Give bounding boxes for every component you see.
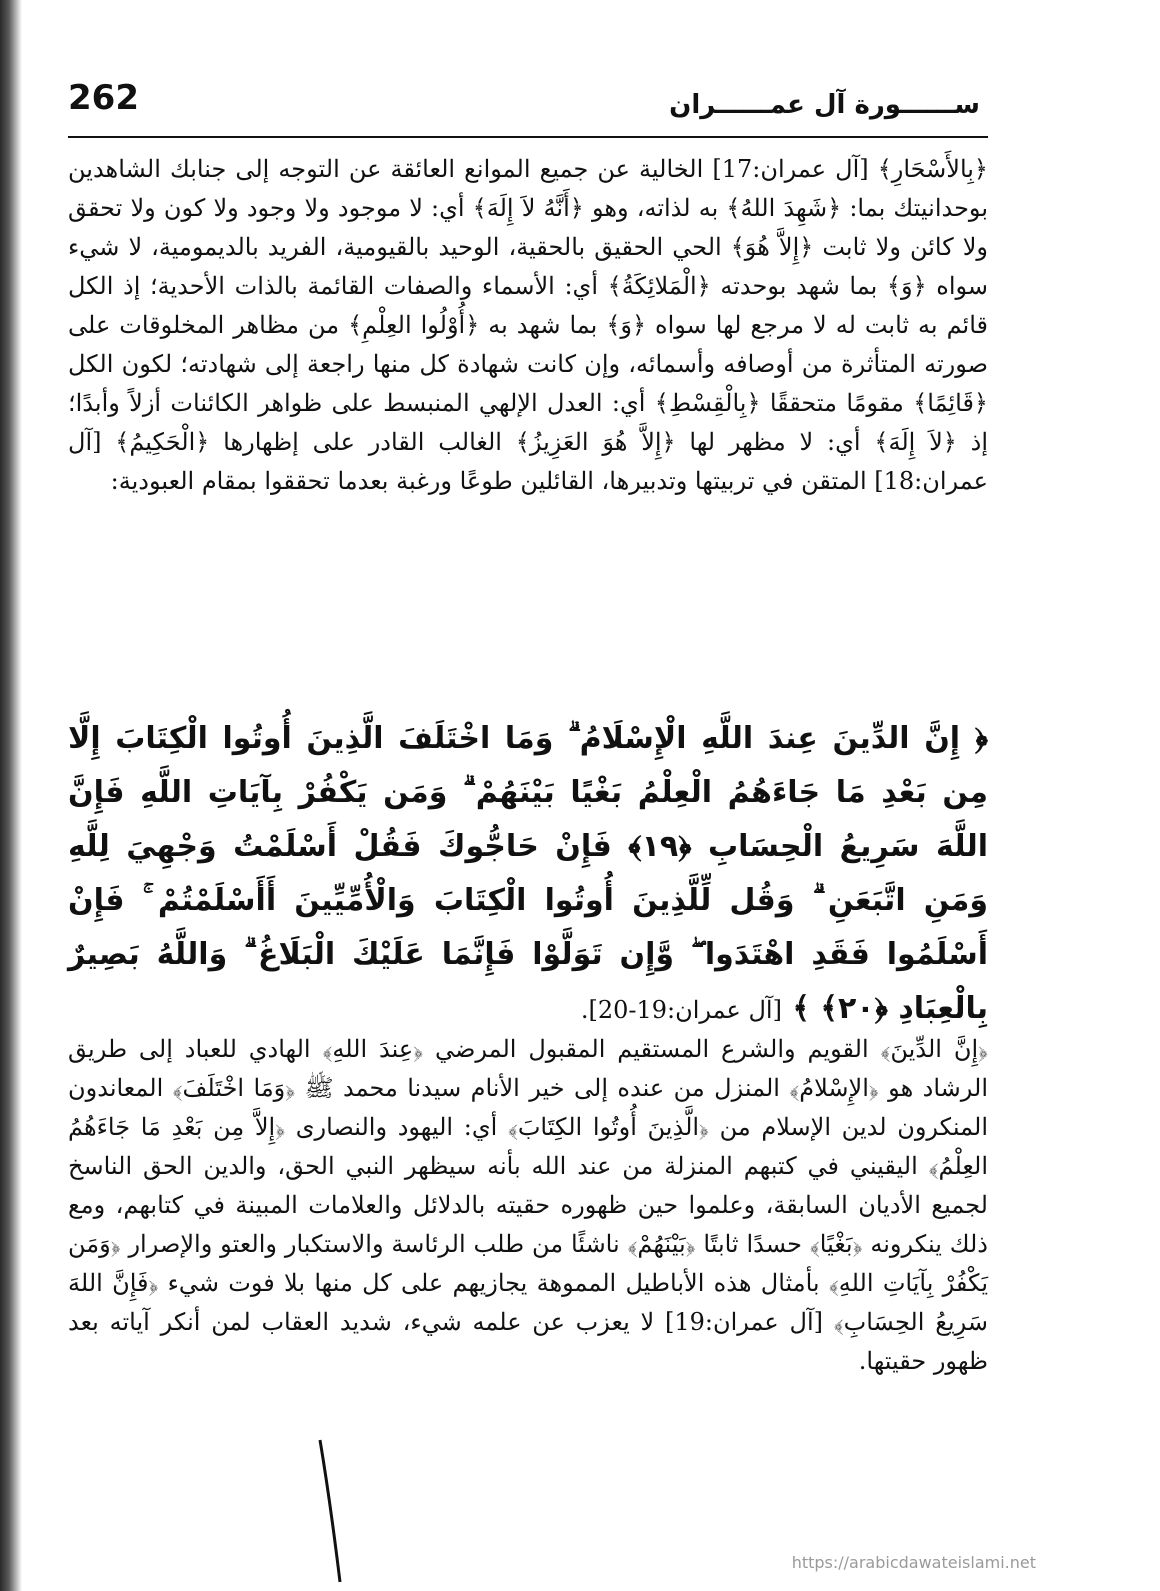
pen-stroke-mark xyxy=(314,1436,354,1586)
source-watermark: https://arabicdawateislami.net xyxy=(791,1553,1036,1572)
commentary-paragraph-1: ﴿بِالأَسْحَارِ﴾ [آل عمران:17] الخالية عن جميع الموانع العائقة عن التوجه إلى جنابك الشاهدين بوحدانيتك بما: ﴿شَهِدَ اللهُ﴾ به لذاته، وهو ﴿أَنَّهُ لاَ إِلَهَ﴾ أي: لا موجود ولا وجود ولا كون ولا تحقق ولا كائن ولا ثابت ﴿إِلاَّ هُوَ﴾ الحي الحقيق بالحقية، الوحيد بالقيومية، الفريد بالديمومية، لا شيء سواه ﴿وَ﴾ بما شهد بوحدته ﴿الْمَلائِكَةُ﴾ أي: الأسماء والصفات القائمة بالذات الأحدية؛ إذ الكل قائم به ثابت له لا مرجع لها سواه ﴿وَ﴾ بما شهد به ﴿أُوْلُوا العِلْمِ﴾ من مظاهر المخلوقات على صورته المتأثرة من أوصافه وأسمائه، وإن كانت شهادة كل منها راجعة إلى شهادته؛ لكون الكل ﴿قَائِمًا﴾ مقومًا متحققًا ﴿بِالْقِسْطِ﴾ أي: العدل الإلهي المنبسط على ظواهر الكائنات أزلاً وأبدًا؛ إذ ﴿لاَ إِلَهَ﴾ أي: لا مظهر لها ﴿إِلاَّ هُوَ العَزِيزُ﴾ الغالب القادر على إظهارها ﴿الْحَكِيمُ﴾ [آل عمران:18] المتقن في تربيتها وتدبيرها، القائلين طوعًا ورغبة بعدما تحققوا بمقام العبودية: xyxy=(68,155,989,495)
scan-edge-shadow xyxy=(0,0,22,1591)
book-page xyxy=(68,0,988,1591)
running-title: ســــــورة آل عمــــــران xyxy=(669,90,980,120)
verse-reference: [آل عمران:19-20]. xyxy=(580,996,782,1024)
page-number: 262 xyxy=(68,78,139,118)
commentary-paragraph-2: ﴿إِنَّ الدِّينَ﴾ القويم والشرع المستقيم المقبول المرضي ﴿عِندَ اللهِ﴾ الهادي للعباد إلى طريق الرشاد هو ﴿الإِسْلامُ﴾ المنزل من عنده إلى خير الأنام سيدنا محمد ﷺ ﴿وَمَا اخْتَلَفَ﴾ المعاندون المنكرون لدين الإسلام من ﴿الَّذِينَ أُوتُوا الكِتَابَ﴾ أي: اليهود والنصارى ﴿إِلاَّ مِن بَعْدِ مَا جَاءَهُمُ العِلْمُ﴾ اليقيني في كتبهم المنزلة من عند الله بأنه سيظهر النبي الحق، والدين الحق الناسخ لجميع الأديان السابقة، وعلموا حين ظهوره حقيته بالدلائل والعلامات المبينة في كتابهم، ومع ذلك ينكرونه ﴿بَغْيًا﴾ حسدًا ثابتًا ﴿بَيْنَهُمْ﴾ ناشئًا من طلب الرئاسة والاستكبار والعتو والإصرار ﴿وَمَن يَكْفُرْ بِآيَاتِ اللهِ﴾ بأمثال هذه الأباطيل المموهة يجازيهم على كل منها بلا فوت شيء ﴿فَإِنَّ اللهَ سَرِيعُ الحِسَابِ﴾ [آل عمران:19] لا يعزب عن علمه شيء، شديد العقاب لمن أنكر آياته بعد ظهور حقيتها. xyxy=(68,1035,988,1375)
header-rule xyxy=(68,136,988,138)
quran-verse-block xyxy=(68,712,988,1037)
quran-verse-text: ﴿ إِنَّ الدِّينَ عِندَ اللَّهِ الْإِسْلَامُ ۗ وَمَا اخْتَلَفَ الَّذِينَ أُوتُوا الْكِتَابَ إِلَّا مِن بَعْدِ مَا جَاءَهُمُ الْعِلْمُ بَغْيًا بَيْنَهُمْ ۗ وَمَن يَكْفُرْ بِآيَاتِ اللَّهِ فَإِنَّ اللَّهَ سَرِيعُ الْحِسَابِ ﴿١٩﴾ فَإِنْ حَاجُّوكَ فَقُلْ أَسْلَمْتُ وَجْهِيَ لِلَّهِ وَمَنِ اتَّبَعَنِ ۗ وَقُل لِّلَّذِينَ أُوتُوا الْكِتَابَ وَالْأُمِّيِّينَ أَأَسْلَمْتُمْ ۚ فَإِنْ أَسْلَمُوا فَقَدِ اهْتَدَوا ۖ وَّإِن تَوَلَّوْا فَإِنَّمَا عَلَيْكَ الْبَلَاغُ ۗ وَاللَّهُ بَصِيرٌ بِالْعِبَادِ ﴿٢٠﴾ ﴾ xyxy=(68,721,989,1026)
page-header xyxy=(68,78,988,130)
